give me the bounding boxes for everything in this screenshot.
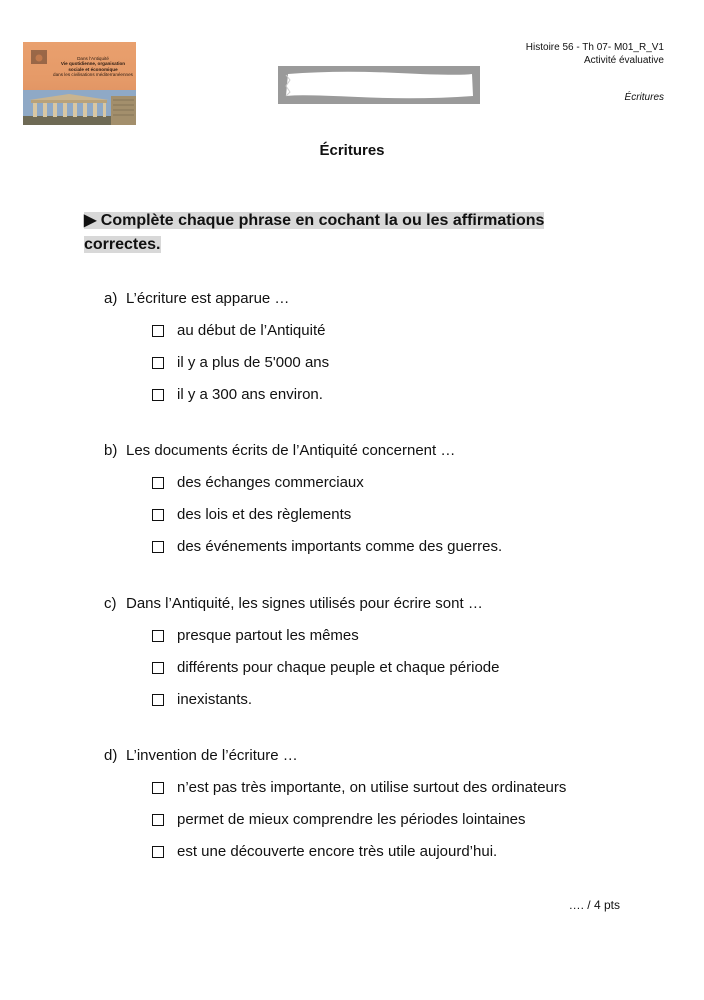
question-letter: b)	[104, 442, 118, 459]
checkbox[interactable]	[152, 357, 164, 369]
option-item[interactable]	[152, 536, 502, 568]
greek-temple-image	[23, 90, 136, 125]
checkbox[interactable]	[152, 541, 164, 553]
option-label: des événements importants comme des guerres.	[177, 538, 503, 555]
question-stem	[104, 745, 566, 767]
checkbox[interactable]	[152, 782, 164, 794]
option-label: différents pour chaque peuple et chaque période	[177, 659, 500, 676]
option-label: permet de mieux comprendre les périodes lointaines	[177, 811, 526, 828]
logo-line: sociale et économique	[68, 66, 118, 72]
option-item[interactable]	[152, 504, 502, 536]
topic-label: Écritures	[624, 92, 664, 103]
name-banner	[278, 66, 480, 104]
option-item[interactable]	[152, 472, 502, 504]
checkbox[interactable]	[152, 694, 164, 706]
options-list	[152, 472, 502, 568]
option-label: au début de l’Antiquité	[177, 322, 326, 339]
checkbox[interactable]	[152, 662, 164, 674]
question-stem	[104, 593, 499, 615]
instruction-line-2: correctes.	[84, 236, 161, 253]
checkbox[interactable]	[152, 630, 164, 642]
option-item[interactable]	[152, 625, 499, 657]
option-label: inexistants.	[177, 691, 253, 708]
checkbox[interactable]	[152, 509, 164, 521]
hand-print-icon	[31, 50, 47, 64]
score-field: …. / 4 pts	[568, 898, 620, 912]
option-label: presque partout les mêmes	[177, 627, 359, 644]
checkbox[interactable]	[152, 325, 164, 337]
checkbox[interactable]	[152, 814, 164, 826]
play-triangle-icon: ▶	[84, 212, 97, 229]
course-logo	[23, 42, 136, 125]
option-item[interactable]	[152, 841, 566, 873]
option-label: des échanges commerciaux	[177, 474, 364, 491]
logo-line: Dans l'Antiquité	[77, 56, 109, 61]
option-label: il y a plus de 5'000 ans	[177, 354, 330, 371]
activity-type: Activité évaluative	[583, 55, 664, 66]
option-label: il y a 300 ans environ.	[177, 386, 323, 403]
option-item[interactable]	[152, 320, 329, 352]
question-letter: c)	[104, 595, 117, 612]
checkbox[interactable]	[152, 477, 164, 489]
question-a	[104, 288, 329, 416]
question-text: Dans l’Antiquité, les signes utilisés pour écrire sont …	[126, 595, 483, 612]
option-label: des lois et des règlements	[177, 506, 352, 523]
option-item[interactable]	[152, 689, 499, 721]
question-d	[104, 745, 566, 873]
question-letter: d)	[104, 747, 118, 764]
option-item[interactable]	[152, 352, 329, 384]
checkbox[interactable]	[152, 846, 164, 858]
option-item[interactable]	[152, 384, 329, 416]
question-text: L’invention de l’écriture …	[126, 747, 298, 764]
question-b	[104, 440, 502, 568]
option-label: n’est pas très importante, on utilise surtout des ordinateurs	[177, 779, 567, 796]
options-list	[152, 777, 566, 873]
option-item[interactable]	[152, 777, 566, 809]
question-stem	[104, 440, 502, 462]
options-list	[152, 625, 499, 721]
option-item[interactable]	[152, 809, 566, 841]
instruction-text: Complète chaque phrase en cochant la ou les affirmations	[100, 212, 545, 229]
instruction	[84, 209, 584, 257]
page-title: Écritures	[319, 142, 385, 159]
question-stem	[104, 288, 329, 310]
checkbox[interactable]	[152, 389, 164, 401]
logo-line: dans les civilisations méditerranéennes	[53, 72, 133, 78]
logo-line: Vie quotidienne, organisation	[60, 61, 126, 67]
question-c	[104, 593, 499, 721]
question-text: Les documents écrits de l’Antiquité concernent …	[126, 442, 456, 459]
instruction-line-1	[84, 212, 544, 229]
question-text: L’écriture est apparue …	[126, 290, 290, 307]
options-list	[152, 320, 329, 416]
document-reference: Histoire 56 - Th 07- M01_R_V1	[525, 42, 664, 53]
option-label: est une découverte encore très utile aujourd’hui.	[177, 843, 498, 860]
option-item[interactable]	[152, 657, 499, 689]
question-letter: a)	[104, 290, 118, 307]
logo-text	[51, 56, 135, 78]
